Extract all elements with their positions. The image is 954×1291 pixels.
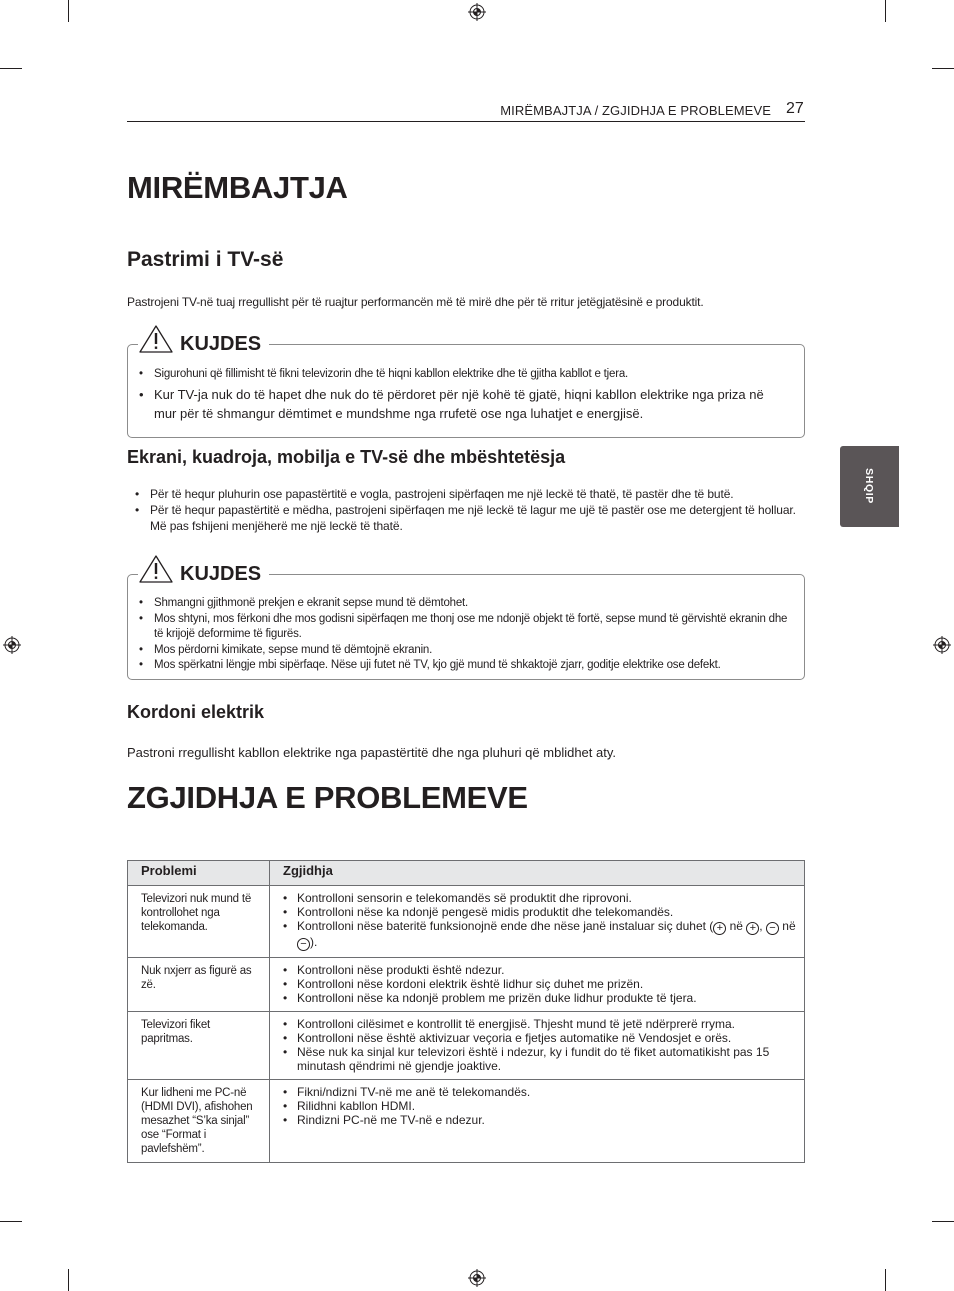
- crop-mark: [68, 0, 69, 22]
- screen-section-title: Ekrani, kuadroja, mobilja e TV-së dhe mbështetësja: [127, 447, 566, 467]
- list-item: • Rindizni PC-në me TV-në e ndezur.: [283, 1113, 796, 1127]
- list-item: • Kontrolloni nëse është aktivizuar veçoria e fjetjes automatike në Vendosjet e orës.: [283, 1031, 796, 1045]
- caution-list: [139, 596, 791, 674]
- solution-list: [283, 1017, 796, 1073]
- maintenance-title: MIRËMBAJTJA: [127, 170, 348, 205]
- caution-header: [138, 554, 269, 584]
- list-item: • Mos shtyni, mos fërkoni dhe mos godisni sipërfaqen me thonj ose me ndonjë objekt të fortë, sepse mund të gërvishtë ekranin dhe të krijojë deformime të figurës.: [139, 612, 791, 643]
- caution-title: KUJDES: [180, 333, 262, 355]
- problem-cell: Televizori nuk mund të kontrollohet nga telekomanda.: [128, 886, 270, 958]
- list-item: • Për të hequr pluhurin ose papastërtitë e vogla, pastrojeni sipërfaqen me një leckë të thatë, të pastër dhe të butë.: [135, 486, 800, 502]
- list-item: • Kontrolloni nëse kordoni elektrik është lidhur siç duhet me prizën.: [283, 977, 796, 991]
- minus-icon: −: [297, 938, 310, 951]
- crop-mark: [885, 0, 886, 22]
- list-item: • Kontrolloni nëse produkti është ndezur.: [283, 963, 796, 977]
- language-side-tab: [840, 446, 899, 527]
- cleaning-intro: Pastrojeni TV-në tuaj rregullisht për të ruajtur performancën më të mirë dhe për të rritur jetëgjatësinë e produktit.: [127, 295, 704, 309]
- list-item: • Rilidhni kabllon HDMI.: [283, 1099, 796, 1113]
- solution-cell: [270, 1080, 805, 1163]
- list-item: • Sigurohuni që fillimisht të fikni televizorin dhe të hiqni kabllon elektrike dhe të gjitha kabllot e tjera.: [139, 366, 789, 383]
- table-row: [128, 958, 805, 1012]
- crop-mark: [68, 1269, 69, 1291]
- crop-mark: [932, 1221, 954, 1222]
- list-item: • Shmangni gjithmonë prekjen e ekranit sepse mund të dëmtohet.: [139, 596, 791, 612]
- table-header-row: [128, 861, 805, 886]
- troubleshooting-title: ZGJIDHJA E PROBLEMEVE: [127, 780, 528, 815]
- troubleshooting-table: [127, 860, 805, 1163]
- list-item: • Mos përdorni kimikate, sepse mund të dëmtojnë ekranin.: [139, 643, 791, 659]
- plus-icon: +: [713, 922, 726, 935]
- plus-icon: +: [746, 922, 759, 935]
- crop-mark: [885, 1269, 886, 1291]
- crop-mark: [0, 68, 22, 69]
- solution-list: [283, 891, 796, 951]
- registration-mark-icon: [933, 636, 951, 654]
- table-row: [128, 1080, 805, 1163]
- list-item: • Kontrolloni nëse bateritë funksionojnë ende dhe nëse janë instaluar siç duhet ( + në + , − në − ).: [283, 919, 796, 951]
- list-item: • Kontrolloni cilësimet e kontrollit të energjisë. Thjesht mund të jetë ndërprerë rryma.: [283, 1017, 796, 1031]
- caution-title: KUJDES: [180, 563, 262, 585]
- problem-cell: Kur lidheni me PC-në (HDMI DVI), afishohen mesazhet “S’ka sinjal” ose “Format i pavlefshëm”.: [128, 1080, 270, 1163]
- table-row: [128, 886, 805, 958]
- solution-list: [283, 1085, 796, 1127]
- warning-triangle-icon: [138, 324, 174, 354]
- solution-cell: [270, 1012, 805, 1080]
- list-item: • Kontrolloni nëse ka ndonjë problem me prizën duke lidhur produkte të tjera.: [283, 991, 796, 1005]
- crop-mark: [932, 68, 954, 69]
- caution-header: [138, 324, 269, 354]
- warning-triangle-icon: [138, 554, 174, 584]
- caution-list: [139, 366, 789, 423]
- problem-cell: Nuk nxjerr as figurë as zë.: [128, 958, 270, 1012]
- list-item: • Kontrolloni nëse ka ndonjë pengesë midis produktit dhe telekomandës.: [283, 905, 796, 919]
- registration-mark-icon: [3, 636, 21, 654]
- registration-mark-icon: [468, 3, 486, 21]
- registration-mark-icon: [468, 1269, 486, 1287]
- column-header-problem: Problemi: [128, 861, 270, 886]
- header-rule: [127, 121, 805, 122]
- language-tab-label: SHQIP: [863, 468, 875, 504]
- solution-cell: [270, 886, 805, 958]
- crop-mark: [0, 1221, 22, 1222]
- list-item: • Nëse nuk ka sinjal kur televizori është i ndezur, ky i fundit do të fiket automatikisht pas 15 minutash qëndrimi në gjendje joaktive.: [283, 1045, 796, 1073]
- list-item: • Kontrolloni sensorin e telekomandës së produktit dhe riprovoni.: [283, 891, 796, 905]
- minus-icon: −: [766, 922, 779, 935]
- page-number: 27: [786, 100, 804, 117]
- solution-cell: [270, 958, 805, 1012]
- running-header: MIRËMBAJTJA / ZGJIDHJA E PROBLEMEVE: [500, 103, 771, 118]
- power-cord-title: Kordoni elektrik: [127, 702, 265, 722]
- cleaning-title: Pastrimi i TV-së: [127, 248, 284, 271]
- list-item: • Kur TV-ja nuk do të hapet dhe nuk do të përdoret për një kohë të gjatë, hiqni kabllon elektrike nga priza në mur për të shmangur dëmtimet e mundshme nga rrufetë ose nga luhatjet e energjisë.: [139, 385, 789, 423]
- problem-cell: Televizori fiket papritmas.: [128, 1012, 270, 1080]
- power-cord-text: Pastroni rregullisht kabllon elektrike nga papastërtitë dhe nga pluhuri që mblidhet aty.: [127, 745, 616, 760]
- list-item: • Fikni/ndizni TV-në me anë të telekomandës.: [283, 1085, 796, 1099]
- table-row: [128, 1012, 805, 1080]
- column-header-solution: Zgjidhja: [270, 861, 805, 886]
- screen-care-list: [135, 486, 800, 534]
- list-item: • Mos spërkatni lëngje mbi sipërfaqe. Nëse uji futet në TV, kjo gjë mund të shkaktojë zjarr, goditje elektrike ose defekt.: [139, 658, 791, 674]
- solution-list: [283, 963, 796, 1005]
- list-item: • Për të hequr papastërtitë e mëdha, pastrojeni sipërfaqen me një leckë të lagur me ujë të pastër ose me detergjent të holluar. Më pas fshijeni menjëherë me një leckë të thatë.: [135, 502, 800, 534]
